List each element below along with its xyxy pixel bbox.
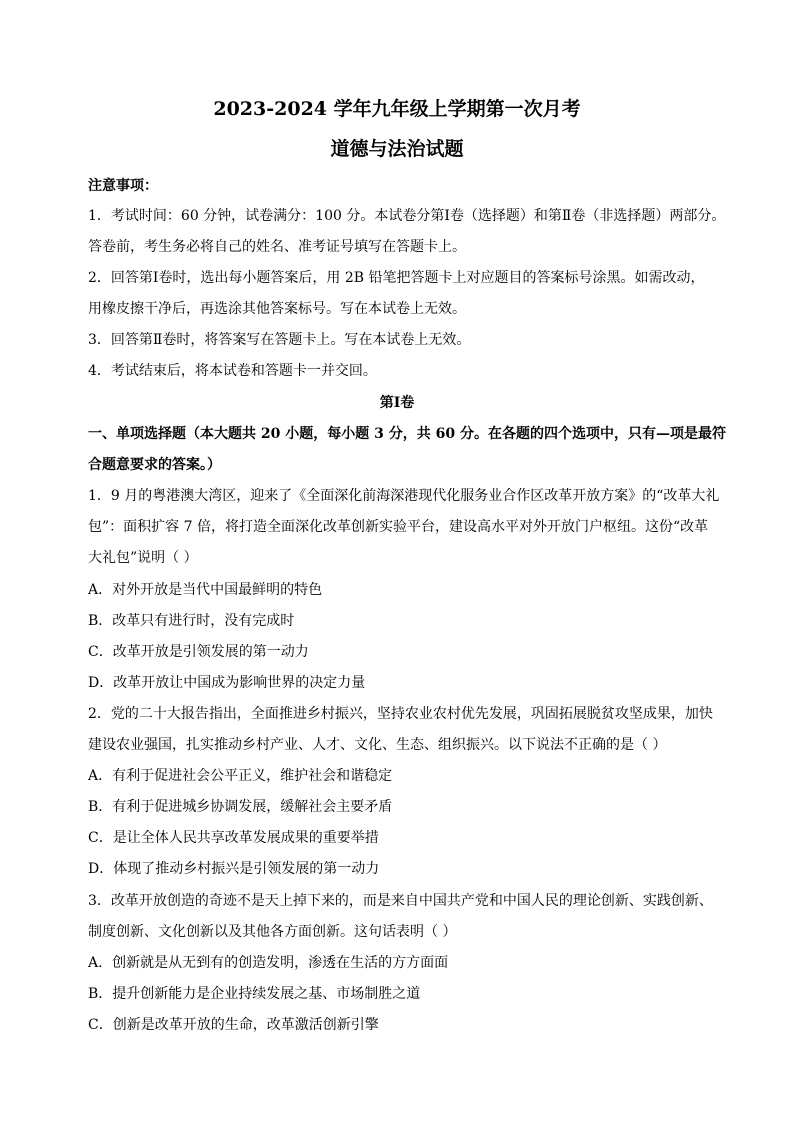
section-heading: 合题意要求的答案。）: [88, 457, 221, 473]
notice-line: 1．考试时间：60 分钟，试卷满分：100 分。本试卷分第Ⅰ卷（选择题）和第Ⅱ卷（非选择题）两部分。: [88, 208, 726, 224]
option-b: B．改革只有进行时，没有完成时: [88, 613, 295, 629]
question-stem: 2．党的二十大报告指出，全面推进乡村振兴，坚持农业农村优先发展，巩固拓展脱贫攻坚成果，加快: [88, 706, 713, 722]
option-c: C．创新是改革开放的生命，改革激活创新引擎: [88, 1017, 379, 1033]
option-c: C．改革开放是引领发展的第一动力: [88, 644, 309, 660]
option-a: A．有利于促进社会公平正义，维护社会和谐稳定: [88, 768, 393, 784]
question-stem: 1．9 月的粤港澳大湾区，迎来了《全面深化前海深港现代化服务业合作区改革开放方案》的“改革大礼: [88, 488, 720, 504]
section-heading: 一、单项选择题（本大题共 20 小题，每小题 3 分，共 60 分。在各题的四个选项中，只有—项是最符: [88, 426, 726, 442]
option-a: A．对外开放是当代中国最鲜明的特色: [88, 582, 323, 598]
option-d: D．改革开放让中国成为影响世界的决定力量: [88, 675, 366, 691]
question-stem: 3．改革开放创造的奇迹不是天上掉下来的，而是来自中国共产党和中国人民的理论创新、实践创新、: [88, 893, 713, 909]
notice-heading: 注意事项：: [88, 178, 158, 194]
option-a: A．创新就是从无到有的创造发明，渗透在生活的方方面面: [88, 955, 449, 971]
notice-line: 3．回答第Ⅱ卷时，将答案写在答题卡上。写在本试卷上无效。: [88, 332, 471, 348]
option-c: C．是让全体人民共享改革发展成果的重要举措: [88, 830, 379, 846]
question-stem: 建设农业强国，扎实推动乡村产业、人才、文化、生态、组织振兴。以下说法不正确的是（ ）: [88, 737, 667, 753]
notice-line: 4．考试结束后，将本试卷和答题卡一并交回。: [88, 363, 377, 379]
notice-line: 答卷前，考生务必将自己的姓名、准考证号填写在答题卡上。: [88, 239, 466, 255]
question-stem: 大礼包”说明（ ）: [88, 550, 198, 566]
exam-title: 2023-2024 学年九年级上学期第一次月考: [213, 98, 581, 120]
section-label: 第Ⅰ卷: [379, 395, 415, 411]
question-stem: 包”：面积扩容 7 倍，将打造全面深化改革创新实验平台，建设高水平对外开放门户枢纽。这份“改革: [88, 519, 709, 535]
question-stem: 制度创新、文化创新以及其他各方面创新。这句话表明（ ）: [88, 924, 457, 940]
option-b: B．有利于促进城乡协调发展，缓解社会主要矛盾: [88, 799, 393, 815]
option-b: B．提升创新能力是企业持续发展之基、市场制胜之道: [88, 986, 421, 1002]
notice-line: 用橡皮擦干净后，再选涂其他答案标号。写在本试卷上无效。: [88, 301, 466, 317]
exam-subject-title: 道德与法治试题: [330, 138, 464, 160]
notice-line: 2．回答第Ⅰ卷时，选出每小题答案后，用 2B 铅笔把答题卡上对应题目的答案标号涂黑。如需改动，: [88, 270, 705, 286]
option-d: D．体现了推动乡村振兴是引领发展的第一动力: [88, 861, 380, 877]
